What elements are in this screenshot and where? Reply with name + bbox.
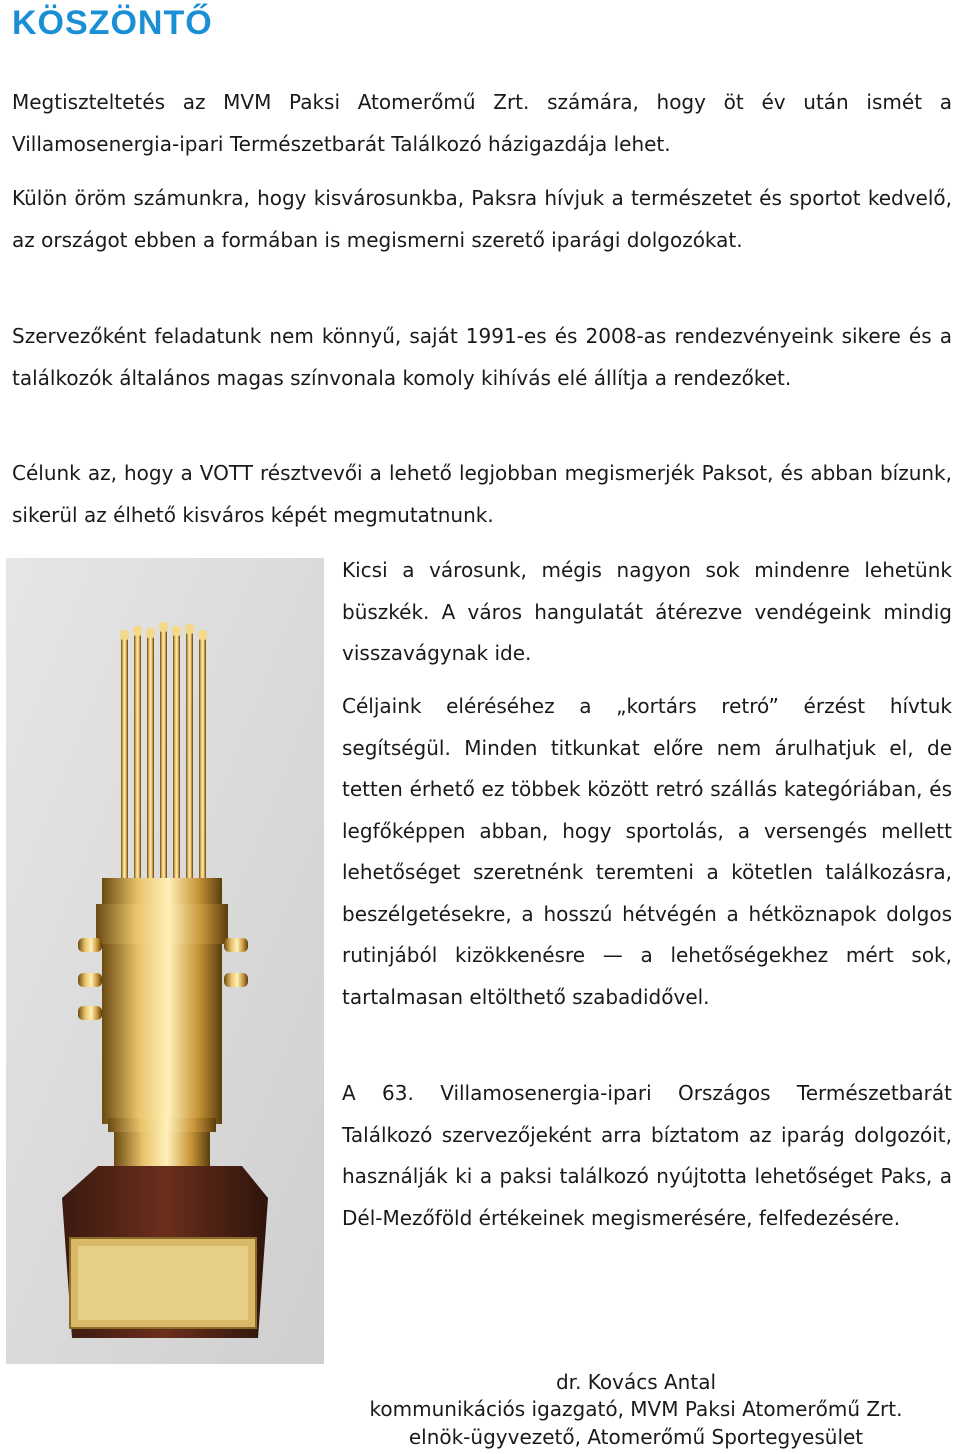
column-paragraph-1: Kicsi a városunk, mégis nagyon sok mindenre lehetünk büszkék. A város hangulatát átérezve vendégeink mindig visszavágynak ide. [342, 558, 952, 665]
intro-paragraph-1: Megtiszteltetés az MVM Paksi Atomerőmű Zrt. számára, hogy öt év után ismét a Villamosenergia-ipari Természetbarát Találkozó házigazdája lehet. [12, 90, 952, 156]
page-title: KÖSZÖNTŐ [12, 4, 213, 42]
intro-paragraph-4: Célunk az, hogy a VOTT résztvevői a lehető legjobban megismerjék Paksot, és abban bízunk, sikerül az élhető kisváros képét megmutatnunk. [12, 461, 952, 527]
column-paragraph-3: A 63. Villamosenergia-ipari Országos Természetbarát Találkozó szervezőjeként arra bíztatom az iparág dolgozóit, használják ki a paksi találkozó nyújtotta lehetőséget Paks, a Dél-Mezőföld értékeinek megismerésére, felfedezésére. [342, 1081, 952, 1230]
signature-title-1: kommunikációs igazgató, MVM Paksi Atomerőmű Zrt. [369, 1397, 903, 1421]
intro-paragraph-3: Szervezőként feladatunk nem könnyű, saját 1991-es és 2008-as rendezvényeink sikere és a találkozók általános magas színvonala komoly kihívás elé állítja a rendezőket. [12, 324, 952, 390]
signature-name: dr. Kovács Antal [555, 1370, 717, 1394]
trophy-illustration [6, 558, 324, 1364]
column-paragraph-2: Céljaink eléréséhez a „kortárs retró” érzést hívtuk segítségül. Minden titkunkat előre nem árulhatjuk el, de tetten érhető ez többek között retró szállás kategóriában, és legfőképpen abban, hogy sportolás, a versengés mellett lehetőséget szeretnénk teremteni a kötetlen találkozásra, beszélgetésekre, a hosszú hétvégén a hétköznapok dolgos rutinjából kizökkenésre — a lehetőségekhez mért sok, tartalmasan eltölthető szabadidővel. [342, 694, 952, 1009]
intro-paragraph-2: Külön öröm számunkra, hogy kisvárosunkba, Paksra hívjuk a természetet és sportot kedvelő, az országot ebben a formában is megismerni szerető iparági dolgozókat. [12, 186, 952, 252]
trophy-photo [6, 558, 324, 1364]
signature-title-2: elnök-ügyvezető, Atomerőmű Sportegyesület [408, 1425, 864, 1449]
